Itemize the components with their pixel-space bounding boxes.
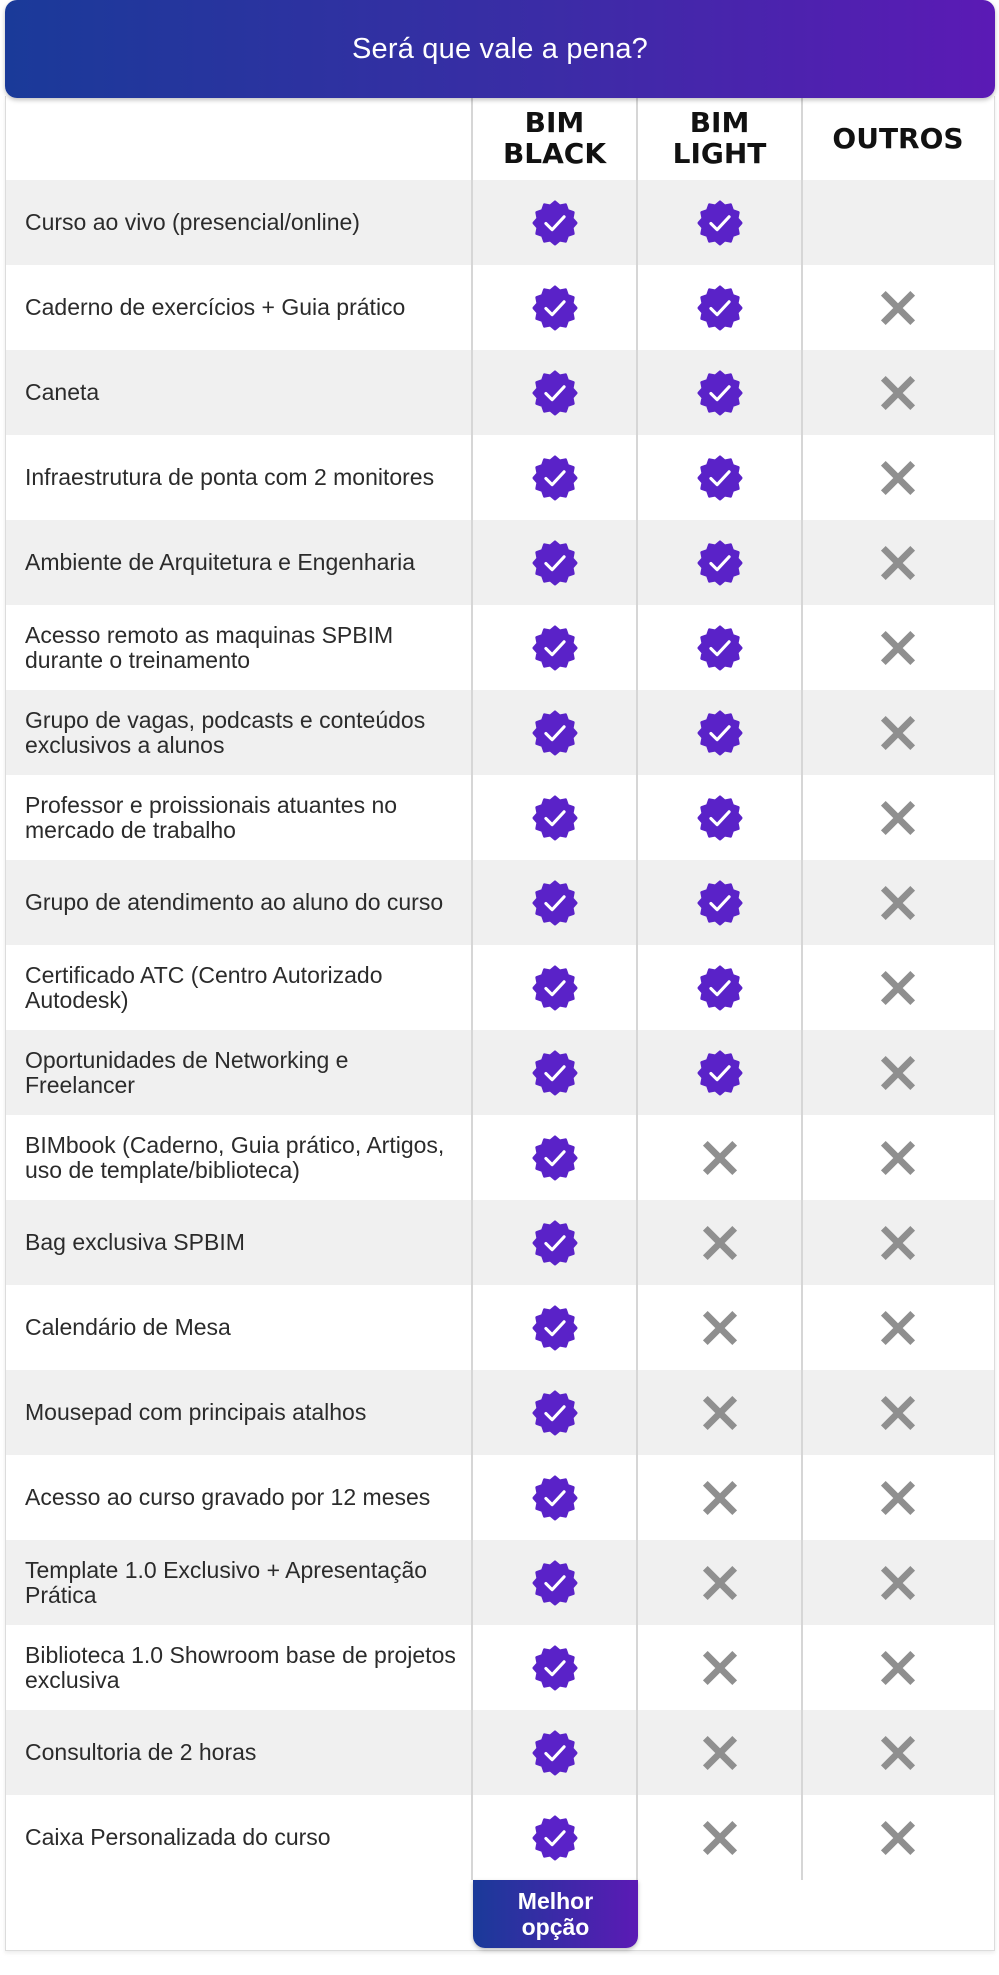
feature-cell [803, 1540, 993, 1625]
cross-icon [879, 544, 917, 582]
header-label-cell [6, 96, 473, 180]
feature-cell [638, 775, 803, 860]
feature-cell [803, 265, 993, 350]
check-badge-icon [532, 1135, 578, 1181]
best-option-badge [473, 1880, 638, 1948]
feature-cell [638, 1455, 803, 1540]
table-row [6, 1370, 994, 1455]
table-row [6, 1710, 994, 1795]
feature-cell [638, 945, 803, 1030]
table-row [6, 605, 994, 690]
feature-cell [803, 1455, 993, 1540]
cross-icon [879, 1734, 917, 1772]
feature-cell [473, 180, 638, 265]
check-badge-icon [532, 965, 578, 1011]
feature-label: Curso ao vivo (presencial/online) [6, 180, 473, 265]
feature-cell [803, 520, 993, 605]
feature-cell [473, 1115, 638, 1200]
feature-cell [803, 1285, 993, 1370]
check-badge-icon [532, 1390, 578, 1436]
check-badge-icon [532, 370, 578, 416]
check-badge-icon [532, 1645, 578, 1691]
feature-cell [473, 520, 638, 605]
cross-icon [879, 1564, 917, 1602]
feature-label: Ambiente de Arquitetura e Engenharia [6, 520, 473, 605]
check-badge-icon [697, 1050, 743, 1096]
feature-cell [473, 435, 638, 520]
table-row [6, 180, 994, 265]
feature-label: Grupo de atendimento ao aluno do curso [6, 860, 473, 945]
feature-cell [473, 1795, 638, 1880]
feature-label: Bag exclusiva SPBIM [6, 1200, 473, 1285]
table-row [6, 945, 994, 1030]
feature-cell [473, 1030, 638, 1115]
best-option-line: Melhor [517, 1888, 594, 1914]
feature-cell [473, 350, 638, 435]
cross-icon [879, 459, 917, 497]
feature-cell [803, 605, 993, 690]
cross-icon [701, 1309, 739, 1347]
feature-cell [638, 690, 803, 775]
check-badge-icon [697, 965, 743, 1011]
column-header-bim-black [473, 96, 638, 180]
comparison-card [5, 0, 995, 1951]
table-row [6, 860, 994, 945]
table-header-row [6, 96, 994, 180]
feature-cell [638, 435, 803, 520]
check-badge-icon [697, 710, 743, 756]
feature-label: Caneta [6, 350, 473, 435]
table-row [6, 265, 994, 350]
check-badge-icon [532, 1815, 578, 1861]
cross-icon [701, 1139, 739, 1177]
page-title: Será que vale a pena? [351, 32, 649, 65]
cross-icon [879, 1479, 917, 1517]
cross-icon [879, 289, 917, 327]
check-badge-icon [697, 455, 743, 501]
feature-cell [803, 1370, 993, 1455]
column-title-line: BIM [524, 106, 585, 139]
feature-cell [638, 1710, 803, 1795]
feature-cell [803, 1030, 993, 1115]
table-row [6, 1200, 994, 1285]
cross-icon [701, 1734, 739, 1772]
cross-icon [701, 1224, 739, 1262]
check-badge-icon [697, 625, 743, 671]
cross-icon [701, 1649, 739, 1687]
table-row [6, 1030, 994, 1115]
feature-cell [638, 1625, 803, 1710]
feature-cell [473, 860, 638, 945]
cross-icon [879, 969, 917, 1007]
table-row [6, 1285, 994, 1370]
check-badge-icon [697, 880, 743, 926]
check-badge-icon [697, 795, 743, 841]
feature-cell [803, 1200, 993, 1285]
feature-cell [473, 1710, 638, 1795]
footer-spacer [6, 1880, 473, 1950]
cross-icon [879, 884, 917, 922]
cross-icon [879, 1139, 917, 1177]
feature-cell [803, 860, 993, 945]
column-title-line: OUTROS [832, 121, 964, 155]
table-row [6, 520, 994, 605]
feature-label: Caderno de exercícios + Guia prático [6, 265, 473, 350]
feature-label: Oportunidades de Networking e Freelancer [6, 1030, 473, 1115]
cross-icon [879, 1309, 917, 1347]
feature-cell [638, 1200, 803, 1285]
feature-cell [473, 1285, 638, 1370]
feature-cell [473, 1625, 638, 1710]
feature-label: Caixa Personalizada do curso [6, 1795, 473, 1880]
feature-cell [803, 180, 993, 265]
feature-label: Calendário de Mesa [6, 1285, 473, 1370]
feature-label: Certificado ATC (Centro Autorizado Autodesk) [6, 945, 473, 1030]
feature-cell [803, 1115, 993, 1200]
column-title-line: BLACK [502, 137, 607, 170]
table-row [6, 1455, 994, 1540]
feature-cell [803, 1710, 993, 1795]
table-row [6, 1795, 994, 1880]
cross-icon [701, 1479, 739, 1517]
check-badge-icon [532, 880, 578, 926]
comparison-table [5, 96, 995, 1951]
feature-cell [473, 1455, 638, 1540]
feature-cell [638, 1115, 803, 1200]
feature-cell [473, 265, 638, 350]
feature-cell [803, 1625, 993, 1710]
check-badge-icon [697, 285, 743, 331]
feature-cell [473, 690, 638, 775]
check-badge-icon [532, 1560, 578, 1606]
feature-cell [473, 945, 638, 1030]
column-title-line: LIGHT [672, 137, 767, 170]
feature-label: Acesso ao curso gravado por 12 meses [6, 1455, 473, 1540]
cross-icon [879, 1649, 917, 1687]
feature-cell [638, 1540, 803, 1625]
table-footer [6, 1880, 994, 1950]
check-badge-icon [532, 1220, 578, 1266]
feature-cell [473, 605, 638, 690]
feature-label: BIMbook (Caderno, Guia prático, Artigos, uso de template/biblioteca) [6, 1115, 473, 1200]
feature-label: Mousepad com principais atalhos [6, 1370, 473, 1455]
feature-cell [638, 520, 803, 605]
cross-icon [879, 799, 917, 837]
feature-cell [473, 1370, 638, 1455]
feature-cell [803, 945, 993, 1030]
check-badge-icon [532, 1050, 578, 1096]
feature-label: Template 1.0 Exclusivo + Apresentação Prática [6, 1540, 473, 1625]
check-badge-icon [532, 710, 578, 756]
check-badge-icon [532, 285, 578, 331]
check-badge-icon [532, 625, 578, 671]
cross-icon [879, 1819, 917, 1857]
comparison-header [5, 0, 995, 98]
feature-label: Consultoria de 2 horas [6, 1710, 473, 1795]
table-row [6, 435, 994, 520]
cross-icon [879, 1054, 917, 1092]
check-badge-icon [532, 795, 578, 841]
column-header-bim-light [638, 96, 803, 180]
feature-cell [638, 1030, 803, 1115]
table-row [6, 1115, 994, 1200]
feature-label: Grupo de vagas, podcasts e conteúdos exclusivos a alunos [6, 690, 473, 775]
feature-cell [638, 860, 803, 945]
feature-cell [803, 775, 993, 860]
feature-cell [803, 350, 993, 435]
check-badge-icon [532, 1305, 578, 1351]
check-badge-icon [532, 200, 578, 246]
feature-cell [638, 265, 803, 350]
cross-icon [879, 714, 917, 752]
column-title-line: BIM [689, 106, 750, 139]
feature-cell [638, 180, 803, 265]
table-row [6, 1625, 994, 1710]
feature-rows [6, 180, 994, 1880]
check-badge-icon [532, 540, 578, 586]
feature-cell [638, 1795, 803, 1880]
cross-icon [701, 1819, 739, 1857]
feature-cell [473, 775, 638, 860]
table-row [6, 350, 994, 435]
cross-icon [879, 1394, 917, 1432]
feature-cell [473, 1540, 638, 1625]
cross-icon [879, 629, 917, 667]
feature-cell [638, 350, 803, 435]
check-badge-icon [697, 370, 743, 416]
feature-cell [638, 605, 803, 690]
feature-label: Professor e proissionais atuantes no mercado de trabalho [6, 775, 473, 860]
feature-cell [638, 1370, 803, 1455]
table-row [6, 690, 994, 775]
table-row [6, 1540, 994, 1625]
cross-icon [701, 1564, 739, 1602]
table-row [6, 775, 994, 860]
cross-icon [701, 1394, 739, 1432]
feature-cell [803, 690, 993, 775]
feature-cell [803, 435, 993, 520]
feature-label: Acesso remoto as maquinas SPBIM durante o treinamento [6, 605, 473, 690]
check-badge-icon [532, 1730, 578, 1776]
cross-icon [879, 374, 917, 412]
check-badge-icon [532, 1475, 578, 1521]
feature-cell [638, 1285, 803, 1370]
feature-cell [803, 1795, 993, 1880]
feature-label: Biblioteca 1.0 Showroom base de projetos exclusiva [6, 1625, 473, 1710]
check-badge-icon [697, 200, 743, 246]
check-badge-icon [697, 540, 743, 586]
check-badge-icon [532, 455, 578, 501]
best-option-line: opção [521, 1914, 590, 1940]
feature-label: Infraestrutura de ponta com 2 monitores [6, 435, 473, 520]
feature-cell [473, 1200, 638, 1285]
column-header-outros [803, 96, 993, 180]
cross-icon [879, 1224, 917, 1262]
